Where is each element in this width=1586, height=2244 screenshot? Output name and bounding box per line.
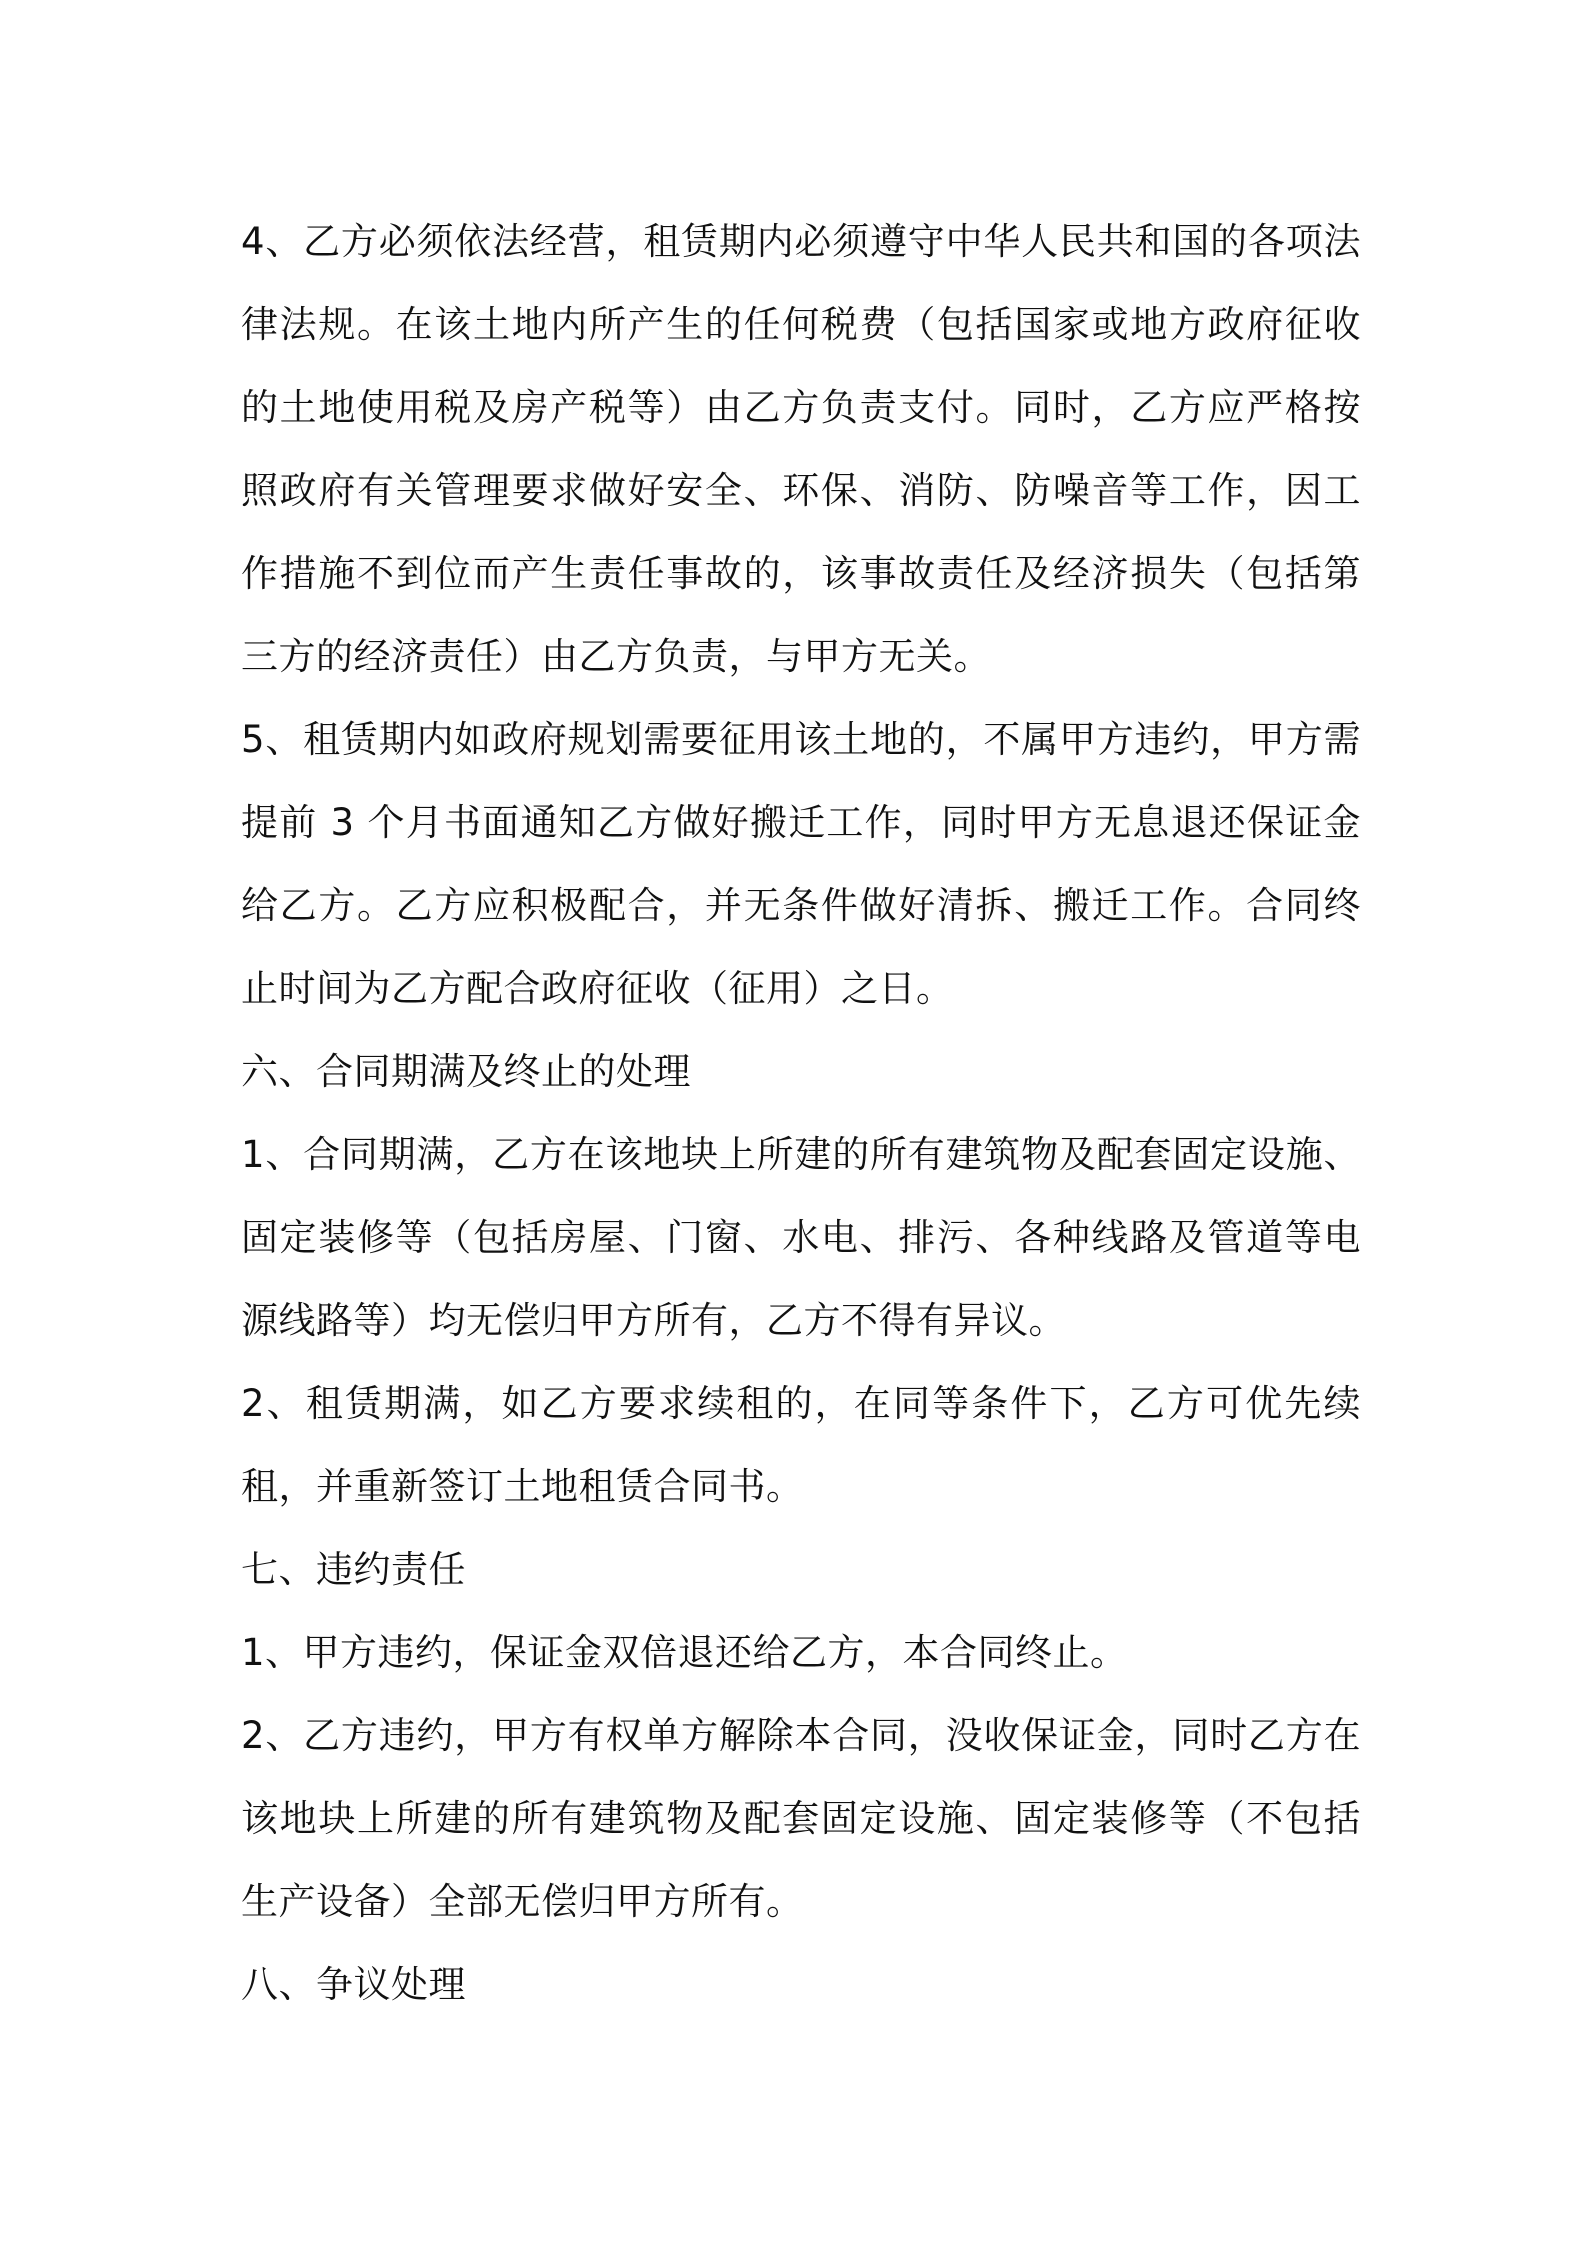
section-6-clause-1: 1、合同期满，乙方在该地块上所建的所有建筑物及配套固定设施、固定装修等（包括房屋、门窗、水电、排污、各种线路及管道等电源线路等）均无偿归甲方所有，乙方不得有异议。	[241, 1133, 1361, 1342]
section-7-clause-2: 2、乙方违约，甲方有权单方解除本合同，没收保证金，同时乙方在该地块上所建的所有建筑物及配套固定设施、固定装修等（不包括生产设备）全部无偿归甲方所有。	[241, 1714, 1361, 1923]
document-page	[241, 200, 1361, 2026]
section-7-clause-1: 1、甲方违约，保证金双倍退还给乙方，本合同终止。	[241, 1631, 1128, 1674]
clause-5: 5、租赁期内如政府规划需要征用该土地的，不属甲方违约，甲方需提前 3 个月书面通知乙方做好搬迁工作，同时甲方无息退还保证金给乙方。乙方应积极配合，并无条件做好清拆、搬迁工作。合同终止时间为乙方配合政府征收（征用）之日。	[241, 718, 1361, 1010]
section-6-heading: 六、合同期满及终止的处理	[241, 1050, 691, 1093]
clause-4: 4、乙方必须依法经营，租赁期内必须遵守中华人民共和国的各项法律法规。在该土地内所产生的任何税费（包括国家或地方政府征收的土地使用税及房产税等）由乙方负责支付。同时，乙方应严格按照政府有关管理要求做好安全、环保、消防、防噪音等工作，因工作措施不到位而产生责任事故的，该事故责任及经济损失（包括第三方的经济责任）由乙方负责，与甲方无关。	[241, 220, 1361, 678]
section-6-clause-2: 2、租赁期满，如乙方要求续租的，在同等条件下，乙方可优先续租，并重新签订土地租赁合同书。	[241, 1382, 1361, 1508]
section-8-heading: 八、争议处理	[241, 1963, 466, 2006]
section-7-heading: 七、违约责任	[241, 1548, 466, 1591]
